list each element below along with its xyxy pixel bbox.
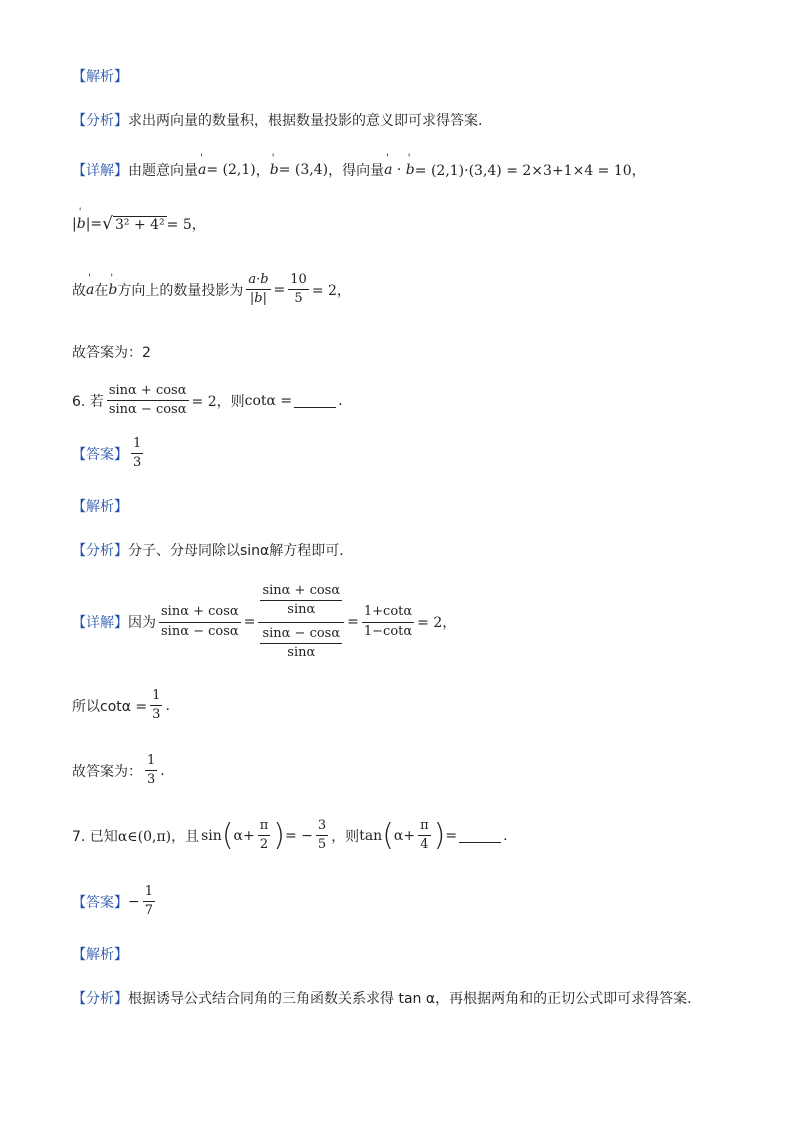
left-paren-2: (	[382, 817, 394, 853]
q6-cf-inner-den2: sinα	[287, 644, 316, 660]
q6-number: 6. 若	[72, 393, 104, 410]
q6-suoyi: 所以cotα =	[72, 698, 148, 715]
q6-detail-line: 【详解】 因为 $\frac{\sin\alpha + \cos\alpha}{\sin\alpha - \cos\alpha}$ = $\frac{\frac{\sin\alpha + \cos\alpha}{\sin\alpha}}{\frac{\sin\alpha - \cos\alpha}{\sin\alpha}}$ = $\frac{1+\cot\alpha}{1-\cot\alpha}$ = 2，	[72, 583, 457, 660]
q6-frac-num: sinα + cosα	[107, 383, 189, 401]
q6-answer-line	[72, 436, 146, 472]
q7-pi: π	[258, 818, 271, 836]
norm-right: |=	[85, 216, 103, 232]
q6-complex-frac	[258, 583, 344, 661]
q6-frac-den: sinα − cosα	[108, 402, 187, 418]
q7-alpha-set: α∈(0,π)，且	[117, 828, 200, 845]
fenxi-tag-3: 【分析】	[72, 991, 128, 1007]
q5-answer-line	[72, 342, 151, 362]
q7-answer-minus: −	[128, 893, 140, 910]
vector-a-2: ' a	[384, 162, 392, 178]
q7-answer-num: 1	[143, 884, 155, 902]
q6-eq: = 2，则	[191, 393, 245, 410]
vector-b-3: ' b	[77, 216, 86, 232]
norm-result: = 5，	[166, 217, 206, 233]
q7-answer-frac	[143, 884, 155, 920]
q7-number: 7. 已知	[72, 828, 118, 845]
q7-four: 4	[420, 837, 429, 853]
q5-proj-line	[72, 272, 351, 308]
q7-three-fifths	[316, 818, 328, 854]
proj-in: 在	[94, 282, 109, 299]
q7-question-line: 7. 已知 α∈(0,π)，且 sin ( α+ $\frac{\pi}{2}$ ) = − $\frac{3}{5}$ ，则 tan ( α+ $\frac{\pi}{4}$ ) = .	[72, 817, 508, 853]
comma: ，	[255, 163, 270, 179]
proj-fraction	[246, 272, 270, 308]
daan-tag: 【答案】	[72, 446, 128, 463]
q6-fenxi-line	[72, 540, 344, 560]
q5-detail-prefix: 由题意向量	[128, 163, 198, 179]
proj-eq: =	[273, 281, 286, 298]
right-paren-2: )	[433, 817, 446, 853]
q7-alpha-plus-2: α+	[393, 827, 416, 844]
q6-suoyi-frac	[150, 688, 162, 724]
q6-suoyi-num: 1	[150, 688, 162, 706]
q6-fenxi-text: 分子、分母同除以sinα解方程即可.	[128, 543, 344, 559]
q6-cf-num3: 1+cotα	[362, 604, 414, 622]
q7-three: 3	[316, 818, 328, 836]
jiexi-tag-3: 【解析】	[72, 947, 128, 963]
xiangjie-tag: 【详解】	[72, 163, 128, 179]
q6-cot: cotα =	[244, 392, 293, 409]
q6-final-frac	[145, 753, 157, 789]
vector-b-2: ' b	[406, 162, 415, 178]
right-paren: )	[273, 817, 285, 853]
proj-den2: 5	[294, 291, 303, 307]
q5-jiexi-line	[72, 66, 128, 86]
vector-a-4: ' a	[86, 282, 94, 298]
q6-detail-prefix: 因为	[128, 615, 156, 631]
daan-tag-2: 【答案】	[72, 894, 128, 911]
proj-result: = 2，	[311, 282, 351, 299]
q5-fenxi-text: 求出两向量的数量积，根据数量投影的意义即可求得答案.	[128, 113, 483, 129]
q6-answer-prefix: 故答案为：	[72, 763, 142, 780]
proj-text: 方向上的数量投影为	[117, 282, 244, 299]
q5-detail-line1	[72, 160, 646, 180]
proj-fraction-2	[288, 272, 309, 308]
q6-detail-num1: sinα + cosα	[159, 604, 241, 622]
q6-detail-frac1	[159, 604, 241, 640]
fenxi-tag: 【分析】	[72, 113, 128, 129]
norm-left: |	[72, 216, 77, 232]
q6-question-line: 6. 若 $\frac{\sin\alpha + \cos\alpha}{\sin\alpha - \cos\alpha}$ = 2，则 cotα = .	[72, 383, 343, 418]
proj-num2: 10	[288, 272, 309, 290]
dot-expr: = (2,1)·(3,4) = 2×3+1×4 = 10，	[414, 163, 646, 179]
proj-den: |b|	[249, 291, 267, 307]
sqrt-expr: √ 3² + 4²	[102, 213, 165, 234]
q7-pi-2: π	[418, 818, 431, 836]
eq-b: = (3,4)	[278, 162, 329, 178]
q7-alpha-plus: α+	[233, 827, 255, 844]
q6-complex-num	[258, 583, 344, 623]
q5-answer-text: 故答案为：2	[72, 345, 151, 361]
q6-suoyi-den: 3	[152, 707, 161, 723]
q6-suoyi-line: 所以cotα = $\frac{1}{3}$ .	[72, 688, 170, 723]
left-paren: (	[221, 817, 234, 853]
q7-pi-over-4	[418, 818, 431, 854]
q6-answer-blank	[294, 393, 336, 408]
q6-fraction	[107, 383, 189, 419]
q5-fenxi-line	[72, 110, 482, 130]
mid-text: ，得向量	[328, 163, 385, 179]
q7-then: ，则	[331, 828, 360, 845]
proj-prefix: 故	[72, 282, 86, 299]
q6-cf-den3: 1−cotα	[363, 623, 413, 639]
q7-two: 2	[259, 837, 269, 853]
q6-cf-inner-num2: sinα − cosα	[260, 626, 342, 644]
eq-a: = (2,1)	[206, 162, 256, 178]
vector-a: ' a	[198, 162, 206, 178]
q7-answer-line	[72, 884, 158, 920]
q6-detail-frac3	[362, 604, 414, 640]
q6-cf-inner-den: sinα	[287, 602, 316, 618]
q7-jiexi-line	[72, 944, 128, 964]
q6-cf-inner-num: sinα + cosα	[260, 583, 342, 601]
q6-final-num: 1	[145, 753, 157, 771]
dot-op: ·	[392, 162, 406, 178]
fenxi-tag-2: 【分析】	[72, 543, 128, 559]
q6-final-answer-line: 故答案为： $\frac{1}{3}$ .	[72, 753, 165, 788]
q6-jiexi-line	[72, 496, 128, 516]
q6-answer-fraction	[131, 436, 143, 472]
q7-pi-over-2	[258, 818, 271, 854]
sqrt-content: 3² + 4²	[114, 216, 165, 233]
q7-answer-blank	[459, 828, 501, 843]
q7-fenxi-text: 根据诱导公式结合同角的三角函数关系求得 tan α，再根据两角和的正切公式即可求得答案.	[128, 991, 692, 1007]
q6-cf-result: = 2，	[417, 615, 457, 631]
vector-b: ' b	[270, 162, 279, 178]
q7-answer-den: 7	[144, 903, 154, 919]
q7-five: 5	[317, 837, 327, 853]
xiangjie-tag-2: 【详解】	[72, 615, 128, 631]
q7-fenxi-line	[72, 988, 692, 1008]
q7-tan: tan	[359, 827, 383, 844]
q6-answer-num: 1	[131, 436, 143, 454]
q7-eq: = −	[284, 827, 313, 844]
proj-num: a·b	[246, 272, 270, 290]
q6-complex-den	[258, 623, 344, 662]
q7-sin: sin	[201, 827, 222, 844]
q6-answer-den: 3	[133, 455, 142, 471]
q5-norm-line	[72, 214, 206, 234]
jiexi-tag-2: 【解析】	[72, 499, 128, 515]
q7-eq2: =	[445, 827, 458, 844]
vector-b-4: ' b	[108, 282, 117, 298]
jiexi-tag: 【解析】	[72, 69, 128, 85]
q6-final-den: 3	[147, 772, 156, 788]
q6-detail-den1: sinα − cosα	[161, 623, 239, 639]
